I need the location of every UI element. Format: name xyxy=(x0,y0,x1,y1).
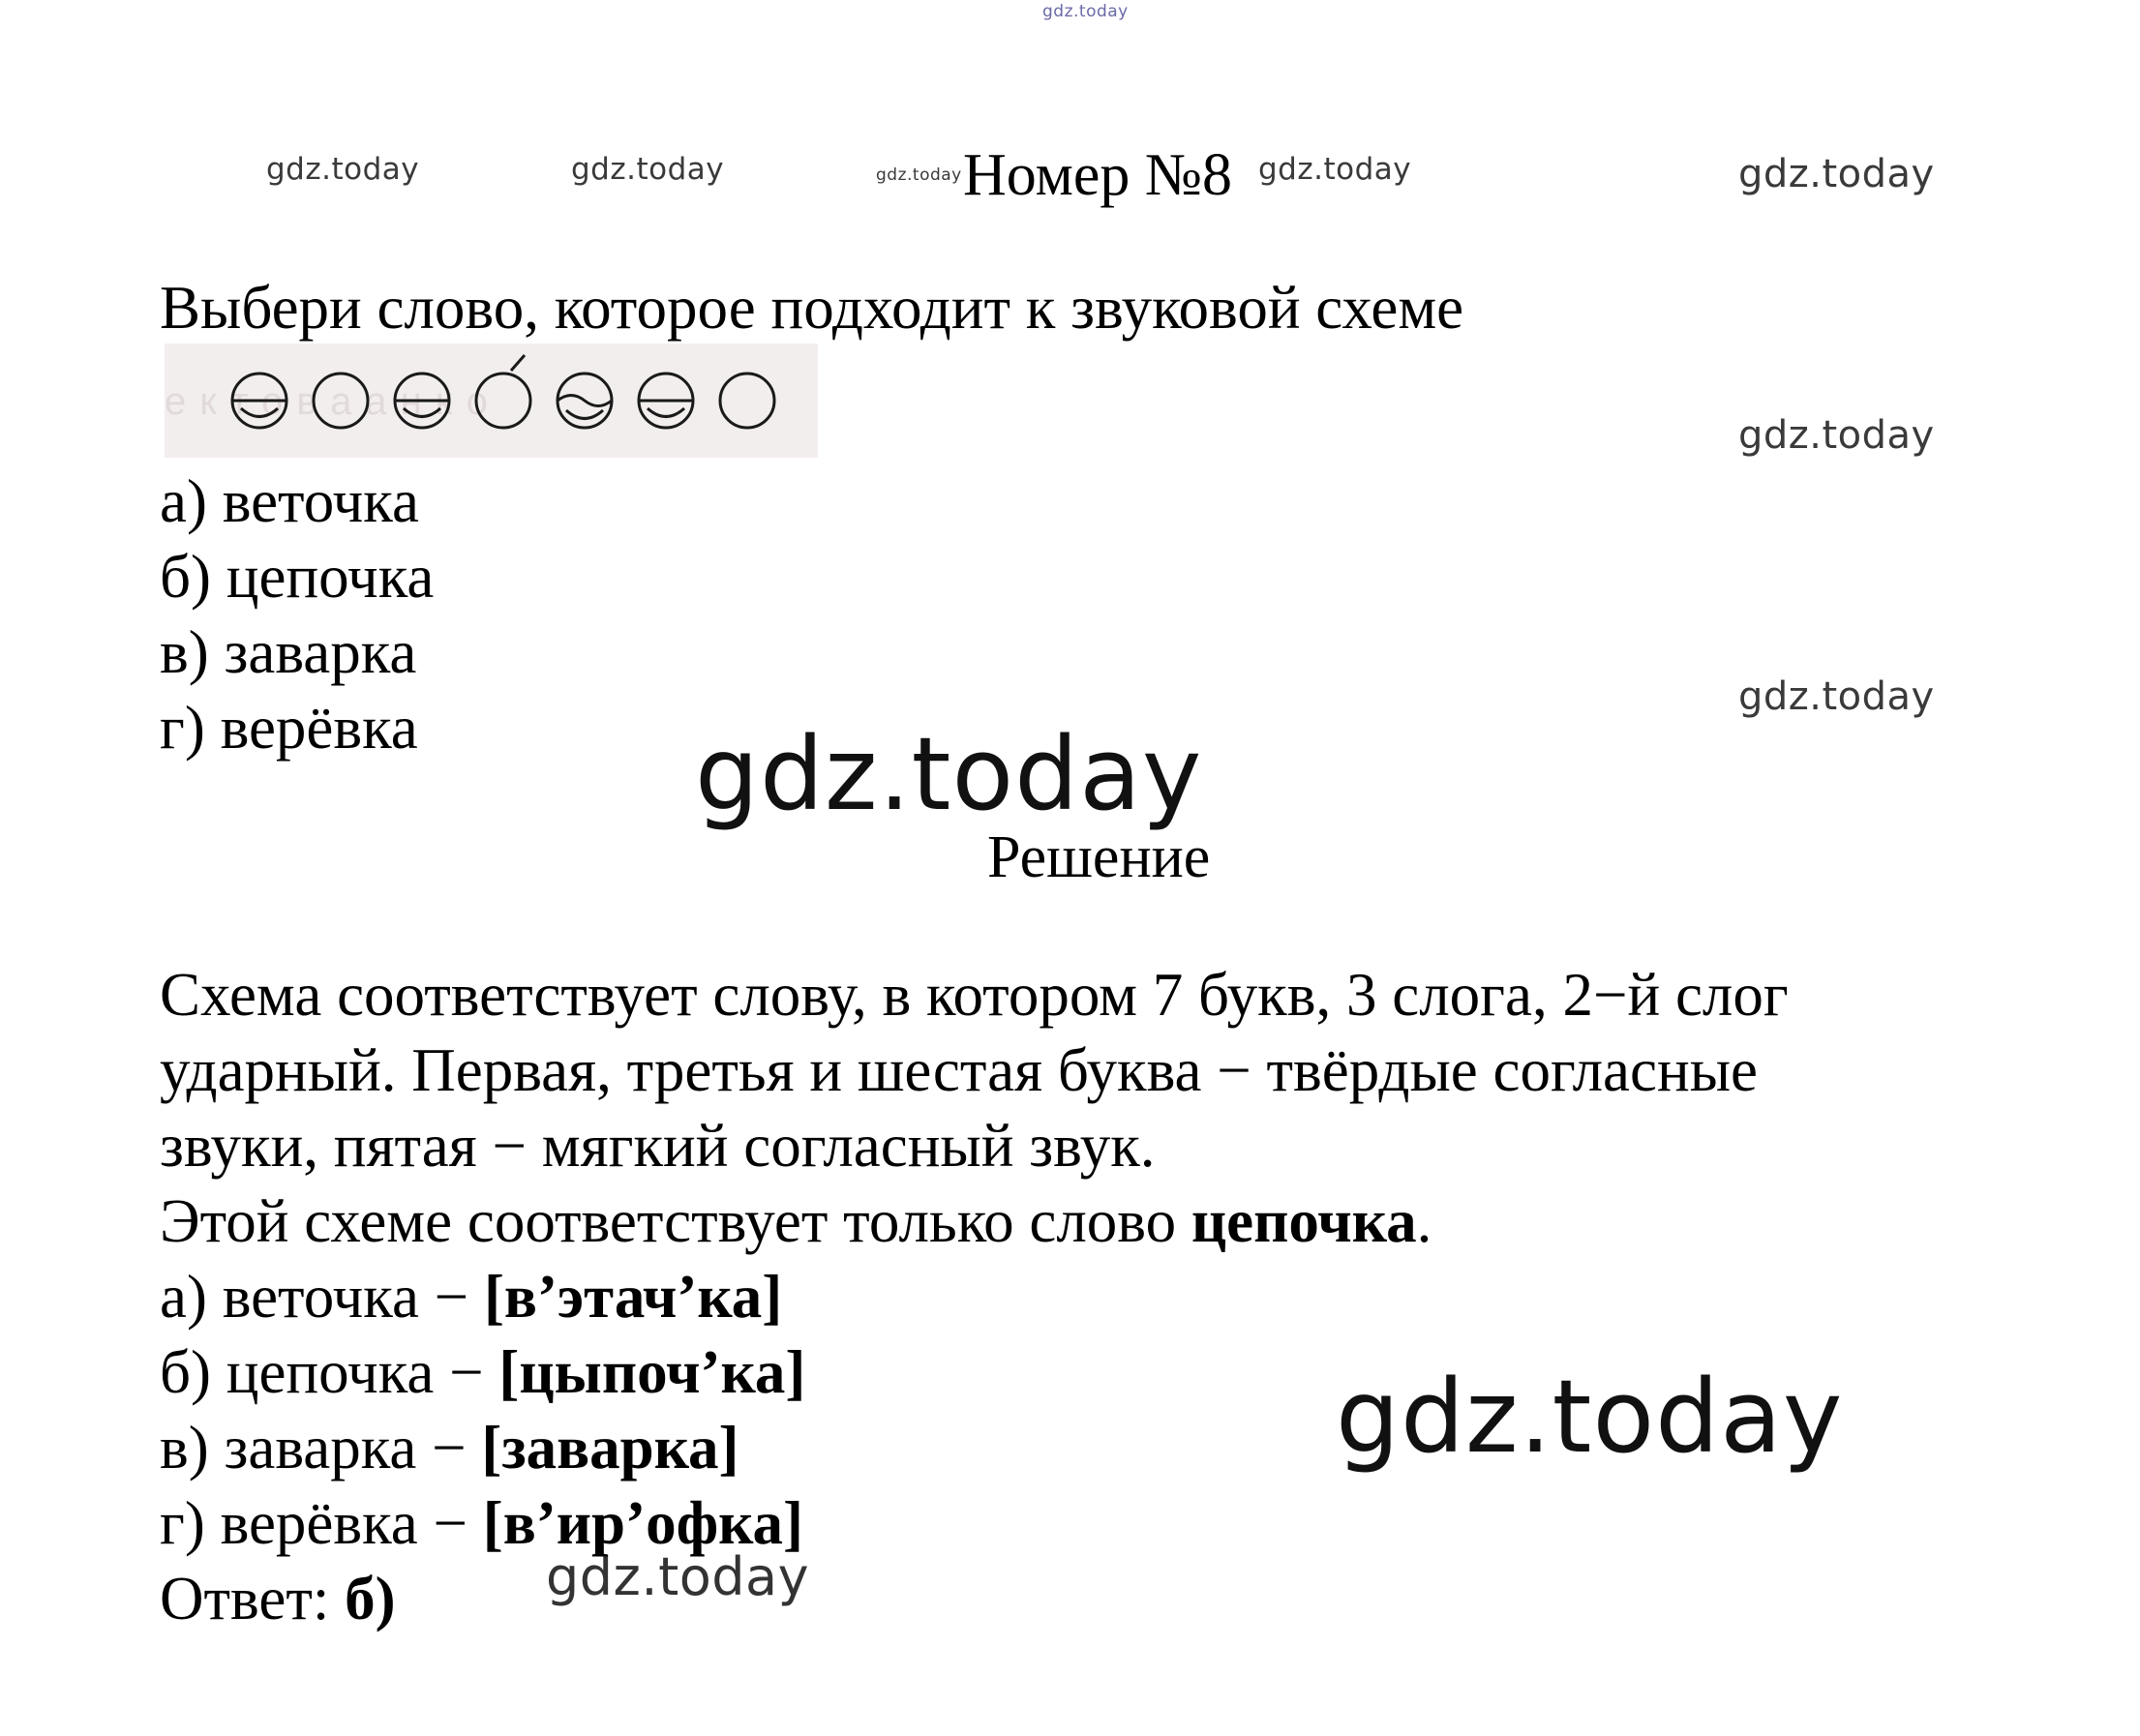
conclusion-prefix: Этой схеме соответствует только слово xyxy=(160,1187,1191,1255)
watermark-header-1: gdz.today xyxy=(266,152,420,187)
scheme-circle-hard-consonant xyxy=(639,374,693,428)
watermark-header-3: gdz.today xyxy=(1258,152,1412,187)
explanation-line-2: ударный. Первая, третья и шестая буква − твёрдые согласные xyxy=(160,1036,1758,1104)
watermark-header-small: gdz.today xyxy=(876,165,962,185)
watermark-large-center: gdz.today xyxy=(695,715,1203,833)
scheme-circle-hard-consonant xyxy=(232,374,286,428)
transcription-value: [в’этач’ка] xyxy=(483,1263,783,1331)
scheme-circle-vowel xyxy=(314,374,368,428)
scheme-background-text: ектоваанко xyxy=(165,380,501,423)
watermark-right-2: gdz.today xyxy=(1738,413,1935,458)
scheme-circle-hard-consonant xyxy=(395,374,449,428)
explanation-line-1: Схема соответствует слову, в котором 7 букв, 3 слога, 2−й слог xyxy=(160,961,1789,1029)
transcription-value: [в’ир’офка] xyxy=(482,1489,803,1557)
transcription-word: г) верёвка − xyxy=(160,1489,483,1557)
page-title: Номер №8 xyxy=(963,142,1233,208)
scheme-circle-vowel xyxy=(720,374,774,428)
transcription-word: в) заварка − xyxy=(160,1414,482,1482)
answer-line xyxy=(160,1565,396,1632)
sound-scheme-circles xyxy=(165,344,818,458)
transcription-b xyxy=(160,1338,806,1406)
solution-heading: Решение xyxy=(987,824,1211,890)
answer-label: Ответ: xyxy=(160,1565,346,1632)
watermark-bottom: gdz.today xyxy=(546,1546,810,1607)
transcription-c xyxy=(160,1414,739,1482)
scheme-circle-stressed-vowel xyxy=(476,355,530,428)
watermark-large-right: gdz.today xyxy=(1336,1358,1844,1476)
explanation-line-3: звуки, пятая − мягкий согласный звук. xyxy=(160,1112,1156,1180)
sound-scheme-image xyxy=(165,344,818,458)
scheme-circle-soft-consonant xyxy=(558,374,612,428)
transcription-word: б) цепочка − xyxy=(160,1338,499,1406)
watermark-right-1: gdz.today xyxy=(1738,152,1935,196)
transcription-value: [заварка] xyxy=(481,1414,739,1482)
watermark-header-2: gdz.today xyxy=(571,152,725,187)
transcription-word: а) веточка − xyxy=(160,1263,484,1331)
transcription-d xyxy=(160,1489,803,1557)
answer-value: б) xyxy=(345,1565,396,1632)
watermark-tiny-top: gdz.today xyxy=(1042,2,1129,21)
task-text: Выбери слово, которое подходит к звуковой схеме xyxy=(160,274,1464,342)
conclusion-line xyxy=(160,1187,1432,1255)
watermark-right-3: gdz.today xyxy=(1738,674,1935,719)
transcription-a xyxy=(160,1263,783,1331)
option-c: в) заварка xyxy=(160,618,417,686)
conclusion-suffix: . xyxy=(1416,1187,1432,1255)
transcription-value: [цыпоч’ка] xyxy=(498,1338,806,1406)
option-b: б) цепочка xyxy=(160,543,435,611)
conclusion-word: цепочка xyxy=(1191,1187,1417,1255)
option-a: а) веточка xyxy=(160,467,419,535)
option-d: г) верёвка xyxy=(160,694,418,762)
